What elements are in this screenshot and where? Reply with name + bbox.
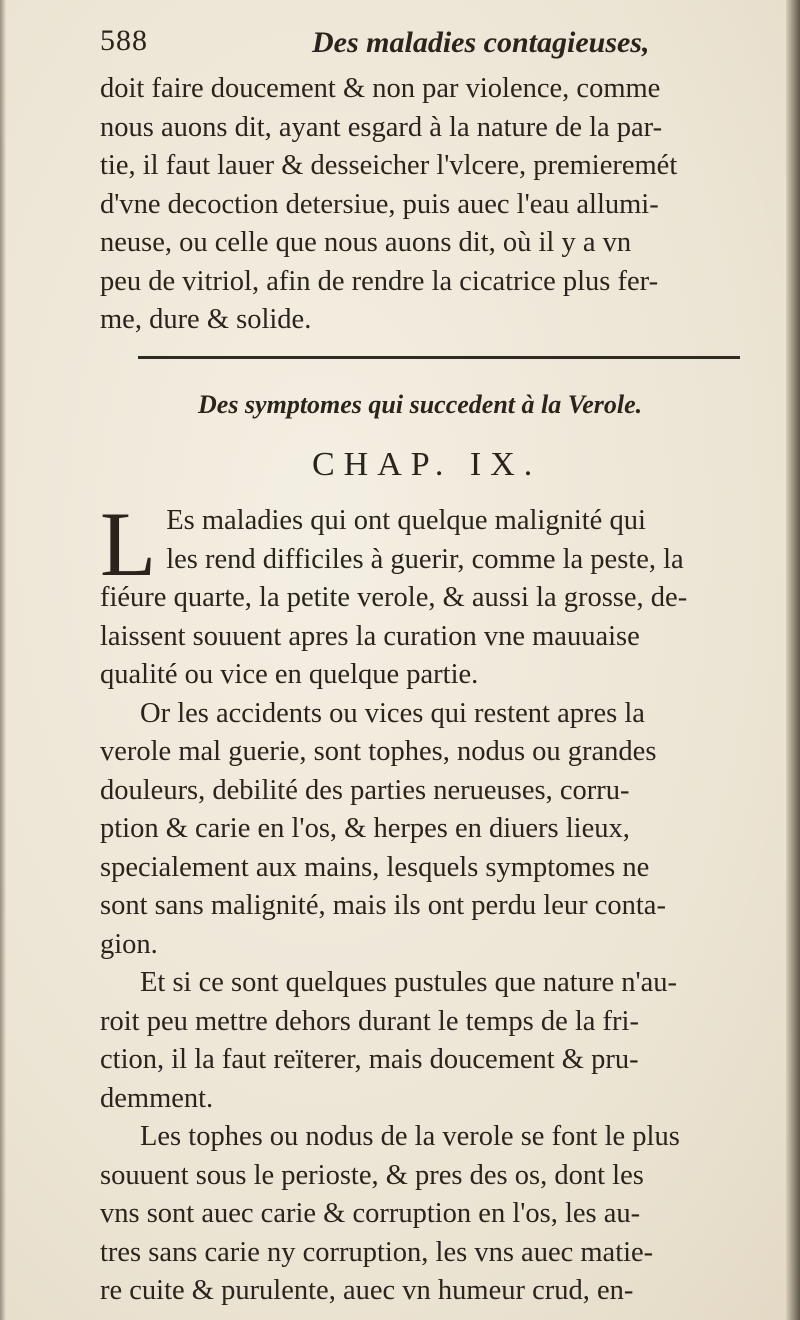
- chapter-number: CHAP. IX.: [312, 446, 542, 483]
- section-divider: [138, 356, 740, 359]
- text-line: les rend difficiles à guerir, comme la peste, la: [166, 543, 684, 575]
- drop-cap: L: [100, 493, 157, 595]
- continuation-paragraph: [100, 70, 755, 340]
- text-line: re cuite & purulente, auec vn humeur crud, en-: [100, 1275, 634, 1306]
- text-line: gion.: [100, 928, 158, 960]
- text-line: fiéure quarte, la petite verole, & aussi la grosse, de-: [100, 582, 688, 613]
- text-line: ption & carie en l'os, & herpes en diuers lieux,: [100, 813, 630, 844]
- paragraph: [100, 695, 755, 965]
- text-line: tie, il faut lauer & desseicher l'vlcere, premieremét: [100, 150, 678, 181]
- text-line: laissent souuent apres la curation vne mauuaise: [100, 620, 640, 652]
- page-left-edge: [0, 0, 6, 1320]
- paragraph: [100, 493, 755, 695]
- text-line: verole mal guerie, sont tophes, nodus ou grandes: [100, 736, 657, 767]
- chapter-heading: Des symptomes qui succedent à la Verole.: [198, 390, 643, 419]
- paragraph: [100, 964, 755, 1118]
- text-line: qualité ou vice en quelque partie.: [100, 659, 479, 690]
- text-line: specialement aux mains, lesquels symptomes ne: [100, 851, 650, 883]
- text-line: sont sans malignité, mais ils ont perdu leur conta-: [100, 890, 666, 921]
- text-line: douleurs, debilité des parties nerueuses, corru-: [100, 774, 630, 806]
- text-line: Es maladies qui ont quelque malignité qui: [166, 505, 646, 536]
- text-line: vns sont auec carie & corruption en l'os, les au-: [100, 1198, 641, 1229]
- text-line: Or les accidents ou vices qui restent apres la: [140, 697, 645, 729]
- text-line: d'vne decoction detersiue, puis auec l'eau allumi-: [100, 188, 659, 220]
- page-header: [100, 20, 670, 64]
- text-line: peu de vitriol, afin de rendre la cicatrice plus fer-: [100, 265, 659, 297]
- text-line: Les tophes ou nodus de la verole se font le plus: [140, 1121, 680, 1152]
- text-line: souuent sous le perioste, & pres des os, dont les: [100, 1159, 644, 1191]
- page-number: 588: [100, 24, 148, 57]
- text-line: tres sans carie ny corruption, les vns auec matie-: [100, 1236, 654, 1268]
- chapter-body: [100, 493, 755, 1311]
- book-binding-shadow: [786, 0, 800, 1320]
- text-line: roit peu mettre dehors durant le temps de la fri-: [100, 1005, 639, 1037]
- paragraph: [100, 1118, 755, 1311]
- text-line: me, dure & solide.: [100, 304, 312, 335]
- running-title: Des maladies contagieuses,: [312, 26, 650, 59]
- text-line: ction, il la faut reïterer, mais doucement & pru-: [100, 1044, 639, 1075]
- text-line: Et si ce sont quelques pustules que nature n'au-: [140, 967, 678, 998]
- text-line: nous auons dit, ayant esgard à la nature de la par-: [100, 111, 663, 143]
- text-line: doit faire doucement & non par violence, comme: [100, 73, 661, 104]
- text-line: neuse, ou celle que nous auons dit, où il y a vn: [100, 227, 632, 258]
- text-line: demment.: [100, 1082, 214, 1114]
